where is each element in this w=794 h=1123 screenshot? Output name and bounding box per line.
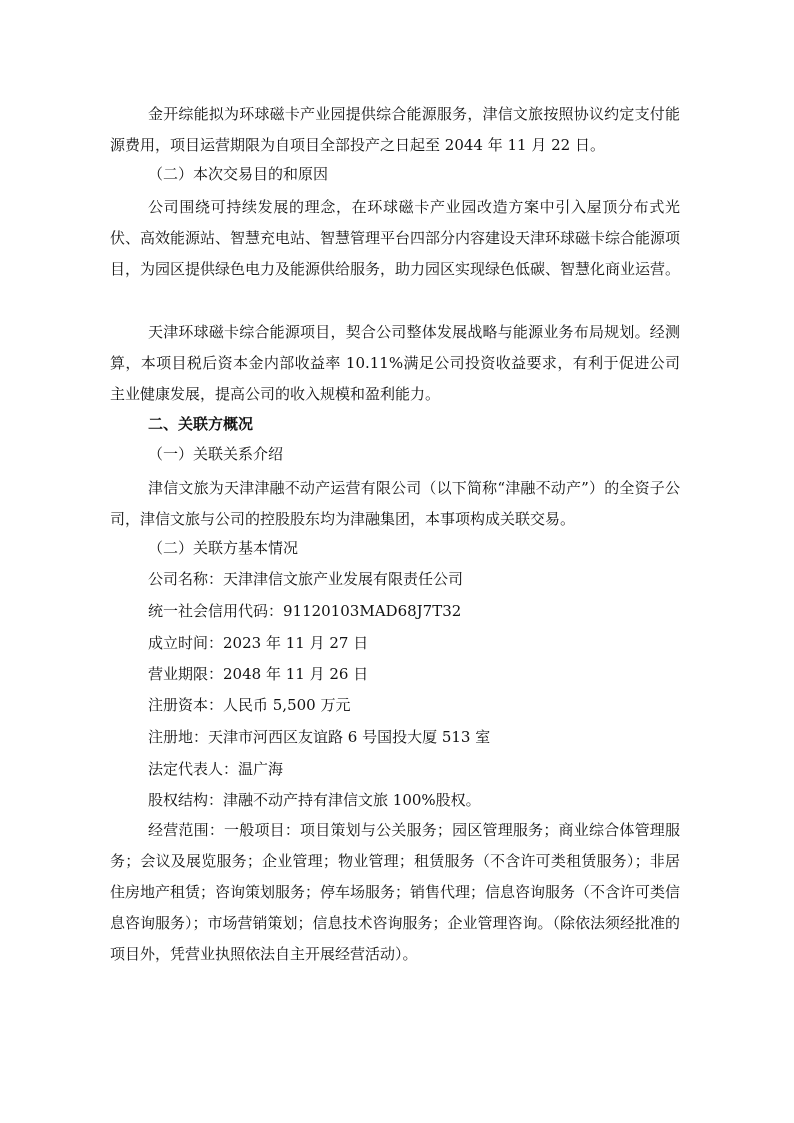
business-term-field: 营业期限：2048 年 11 月 26 日	[148, 665, 369, 683]
section-heading-related-party: 二、关联方概况	[148, 415, 254, 433]
established-date-field: 成立时间：2023 年 11 月 27 日	[148, 634, 369, 652]
registered-capital-field: 注册资本：人民币 5,500 万元	[148, 696, 351, 714]
business-scope-paragraph: 经营范围：一般项目：项目策划与公关服务；园区管理服务；商业综合体管理服务；会议及展览服务；企业管理；物业管理；租赁服务（不含许可类租赁服务）；非居住房地产租赁；咨询策划服务；停车场服务；销售代理；信息咨询服务（不含许可类信息咨询服务）；市场营销策划；信息技术咨询服务；企业管理咨询。（除依法须经批准的项目外，凭营业执照依法自主开展经营活动）。	[110, 821, 681, 963]
relationship-paragraph: 津信文旅为天津津融不动产运营有限公司（以下简称“津融不动产”）的全资子公司，津信文旅与公司的控股股东均为津融集团，本事项构成关联交易。	[110, 479, 680, 528]
section-heading-basic-info: （二）关联方基本情况	[148, 539, 299, 557]
credit-code-field: 统一社会信用代码：91120103MAD68J7T32	[148, 602, 462, 620]
purpose-paragraph-1: 公司围绕可持续发展的理念，在环球磁卡产业园改造方案中引入屋顶分布式光伏、高效能源站、智慧充电站、智慧管理平台四部分内容建设天津环球磁卡综合能源项目，为园区提供绿色电力及能源供给服务，助力园区实现绿色低碳、智慧化商业运营。	[110, 198, 681, 278]
section-heading-purpose: （二）本次交易目的和原因	[148, 165, 329, 183]
registered-address-field: 注册地：天津市河西区友谊路 6 号国投大厦 513 室	[148, 728, 491, 746]
equity-structure-field: 股权结构：津融不动产持有津信文旅 100%股权。	[148, 791, 481, 809]
company-name-field: 公司名称：天津津信文旅产业发展有限责任公司	[148, 570, 464, 588]
section-heading-relationship: （一）关联关系介绍	[148, 445, 284, 463]
energy-service-paragraph: 金开综能拟为环球磁卡产业园提供综合能源服务，津信文旅按照协议约定支付能源费用，项目运营期限为自项目全部投产之日起至 2044 年 11 月 22 日。	[110, 105, 680, 154]
legal-representative-field: 法定代表人：温广海	[148, 760, 284, 778]
purpose-paragraph-2: 天津环球磁卡综合能源项目，契合公司整体发展战略与能源业务布局规划。经测算，本项目税后资本金内部收益率 10.11%满足公司投资收益要求，有利于促进公司主业健康发展，提高公司的收入规模和盈利能力。	[110, 323, 680, 403]
